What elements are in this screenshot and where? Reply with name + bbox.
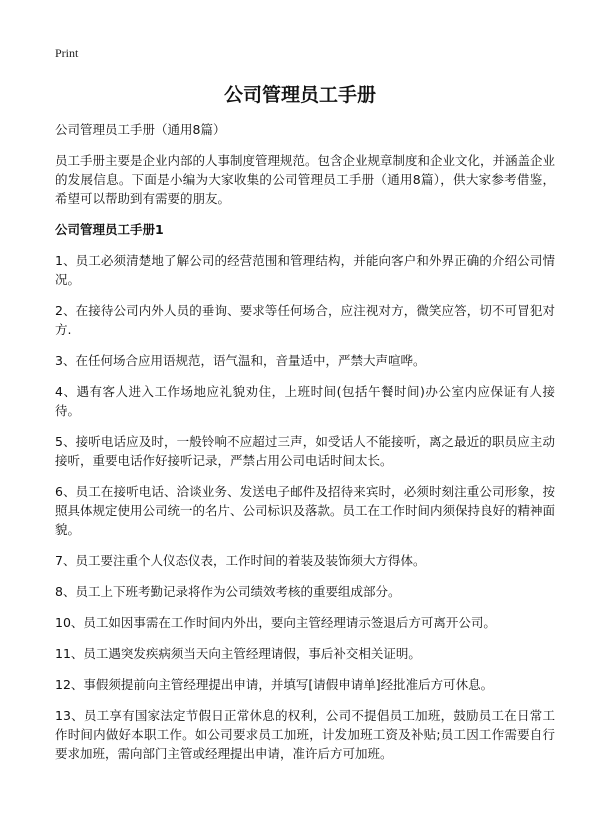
print-link[interactable]: Print: [55, 46, 79, 60]
rule-item-8: 8、员工上下班考勤记录将作为公司绩效考核的重要组成部分。: [55, 584, 401, 599]
document-body: [55, 120, 555, 775]
rule-item-10: 10、员工如因事需在工作时间内外出，要向主管经理请示签退后方可离开公司。: [55, 615, 496, 630]
document-title: 公司管理员工手册: [223, 84, 376, 106]
document-subtitle: 公司管理员工手册（通用8篇）: [55, 122, 226, 137]
intro-paragraph: 员工手册主要是企业内部的人事制度管理规范。包含企业规章制度和企业文化，并涵盖企业的发展信息。下面是小编为大家收集的公司管理员工手册（通用8篇），供大家参考借鉴，希望可以帮助到有需要的朋友。: [55, 153, 556, 206]
rule-item-13: 13、员工享有国家法定节假日正常休息的权利，公司不提倡员工加班，鼓励员工在日常工作时间内做好本职工作。如公司要求员工加班，计发加班工资及补贴;员工因工作需要自行要求加班，需向部门主管或经理提出申请，准许后方可加班。: [55, 708, 555, 761]
rule-item-2: 2、在接待公司内外人员的垂询、要求等任何场合，应注视对方，微笑应答，切不可冒犯对方.: [55, 303, 555, 337]
rule-item-1: 1、员工必须清楚地了解公司的经营范围和管理结构，并能向客户和外界正确的介绍公司情况。: [55, 253, 555, 287]
rule-item-11: 11、员工遇突发疾病须当天向主管经理请假，事后补交相关证明。: [55, 646, 421, 661]
section-heading: 公司管理员工手册1: [55, 222, 164, 237]
rule-item-4: 4、遇有客人进入工作场地应礼貌劝住，上班时间(包括午餐时间)办公室内应保证有人接待。: [55, 384, 555, 418]
rule-item-12: 12、事假须提前向主管经理提出申请，并填写[请假申请单]经批准后方可休息。: [55, 677, 494, 692]
rule-item-5: 5、接听电话应及时，一般铃响不应超过三声，如受话人不能接听，离之最近的职员应主动接听，重要电话作好接听记录，严禁占用公司电话时间太长。: [55, 434, 555, 468]
rule-item-6: 6、员工在接听电话、洽谈业务、发送电子邮件及招待来宾时，必须时刻注重公司形象，按照具体规定使用公司统一的名片、公司标识及落款。员工在工作时间内须保持良好的精神面貌。: [55, 484, 556, 537]
rule-item-3: 3、在任何场合应用语规范，语气温和，音量适中，严禁大声喧哗。: [55, 353, 426, 368]
rule-item-7: 7、员工要注重个人仪态仪表，工作时间的着装及装饰须大方得体。: [55, 553, 426, 568]
